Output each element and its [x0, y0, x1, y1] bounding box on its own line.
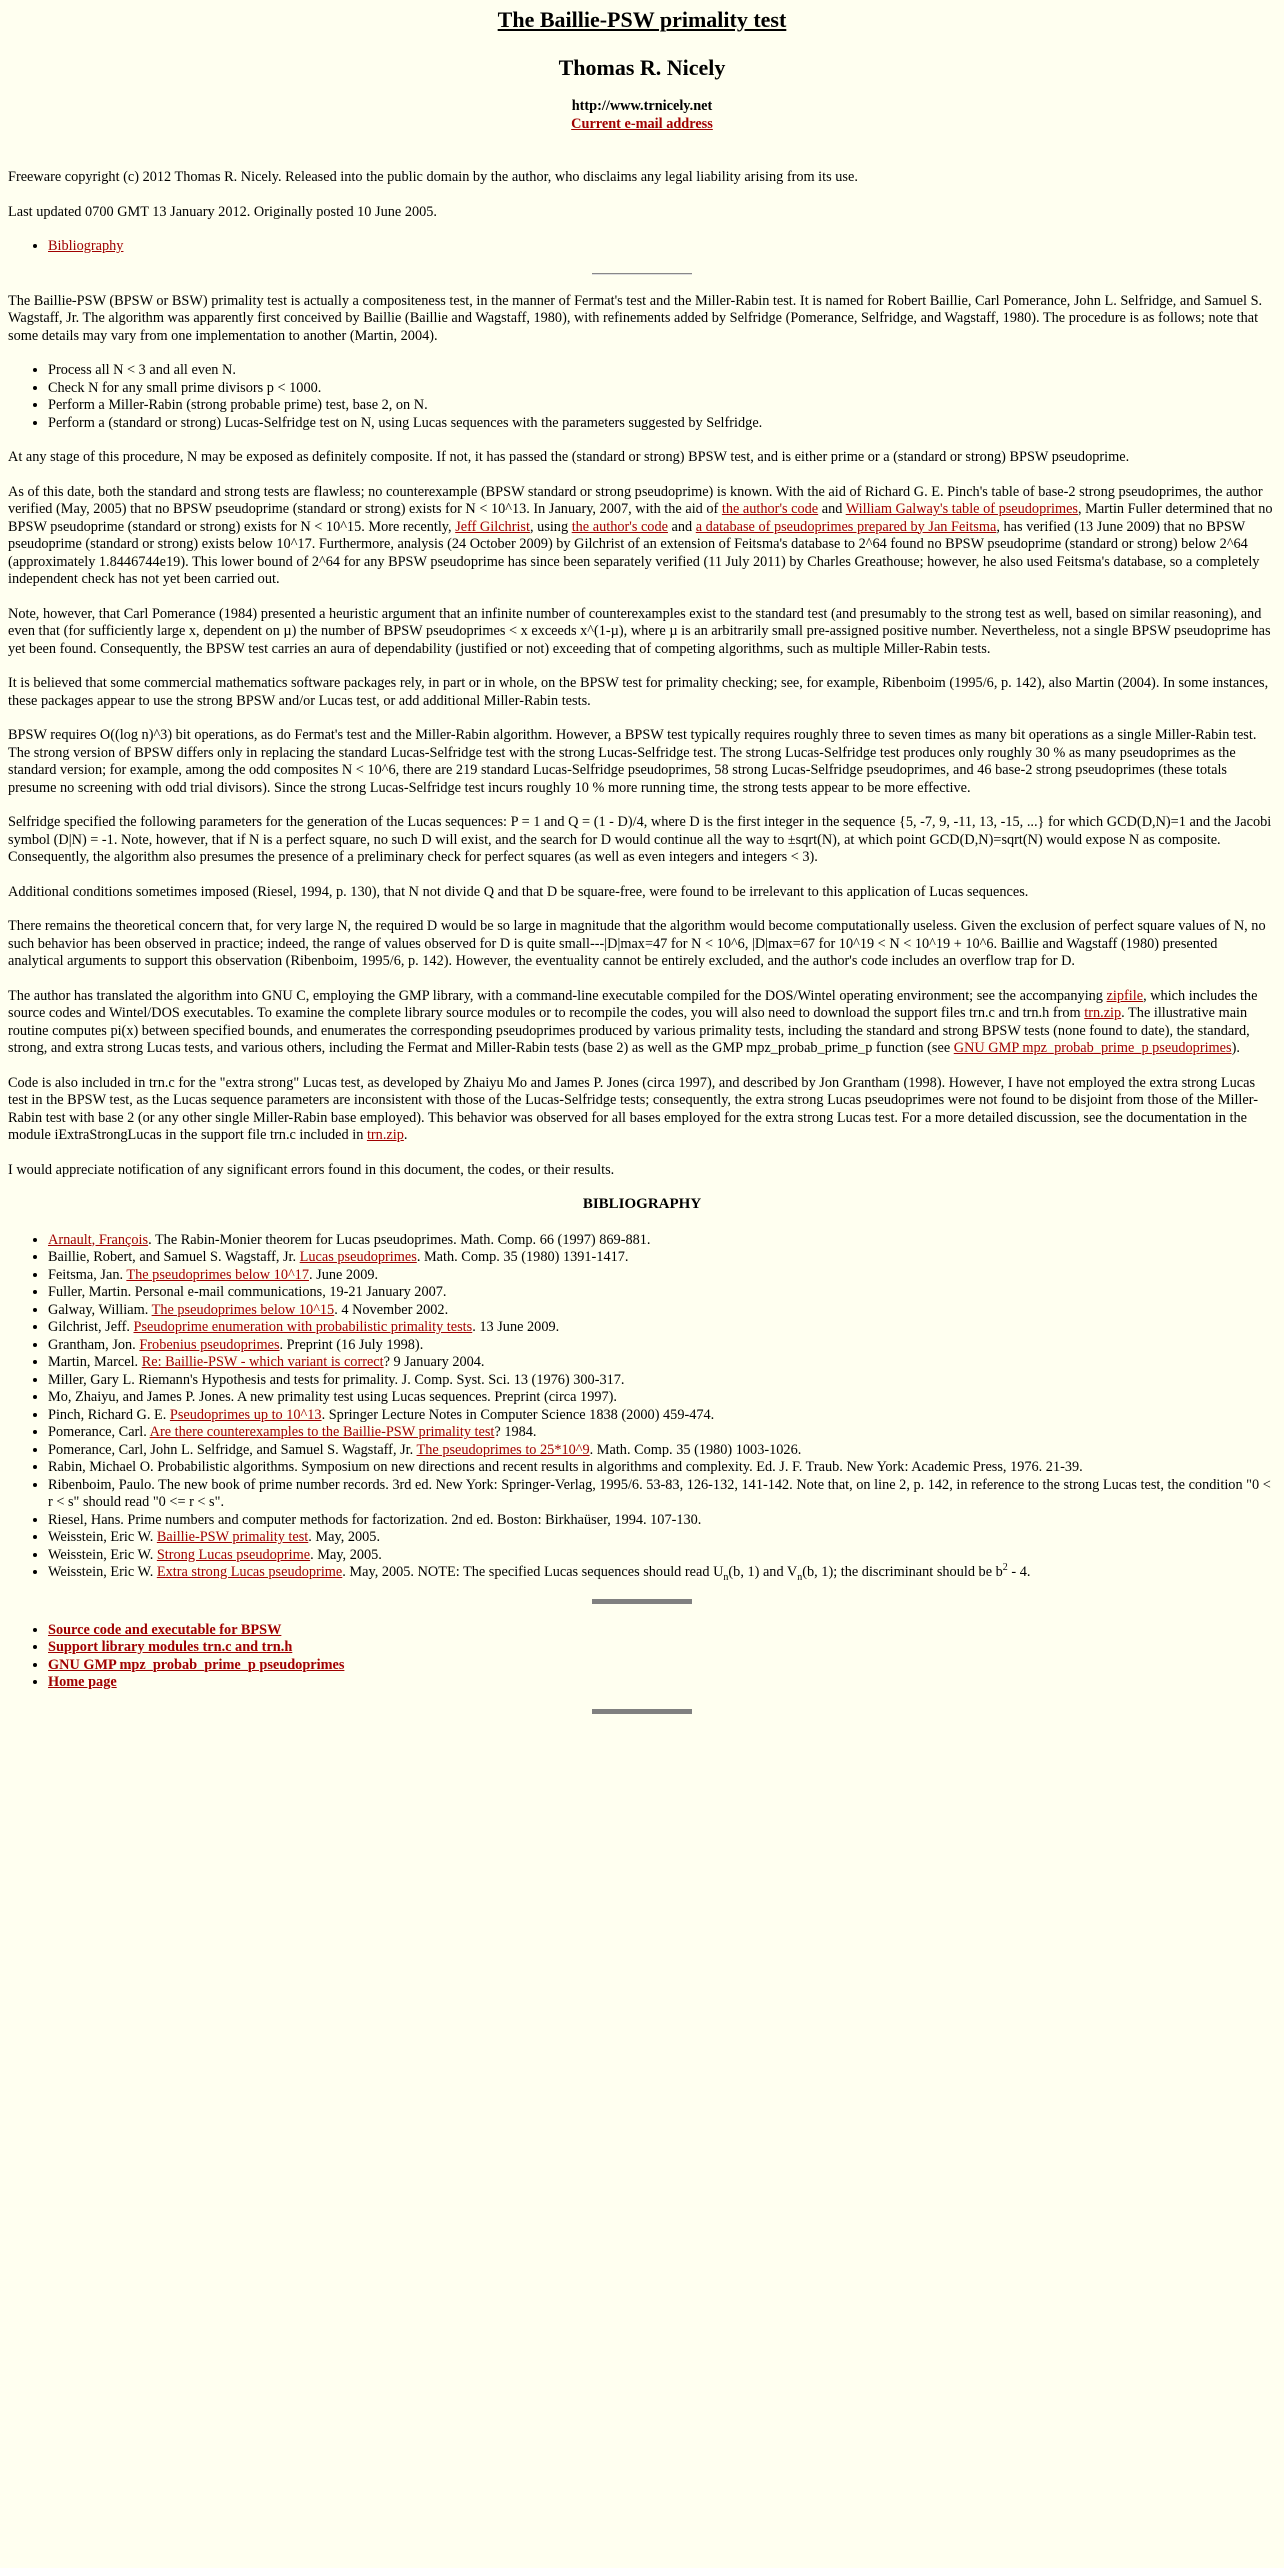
procedure-step: • Check N for any small prime divisors p < 1000. — [48, 380, 1276, 398]
bibliography-heading: BIBLIOGRAPHY — [582, 1196, 702, 1212]
bibliography-text: Grantham, Jon. — [48, 1336, 140, 1353]
text-segment: Code is also included in trn.c for the "extra strong" Lucas test, as developed by Zhaiyu Mo and James P. Jones (circa 1997), and described by Jon Grantham (1998). However, I have not employed the extra strong Lucas test in the BPSW test, as the Lucas sequence parameters are inconsistent with those of the Lucas-Selfridge tests; consequently, the extra strong Lucas pseudoprimes were not found to be disjoint from those of the Miller-Rabin test with base 2 (or any other single Miller-Rabin base employed). This behavior was observed for all bases employed for the extra strong Lucas test. For a more detailed discussion, see the documentation in the module iExtraStrongLucas in the support file trn.c included in — [8, 1074, 1258, 1143]
bibliography-text: (b, 1); the discriminant should be b — [802, 1564, 1003, 1580]
superscript: 2 — [1002, 1562, 1008, 1574]
toc-list — [8, 238, 1276, 256]
text-segment: ). — [1231, 1040, 1240, 1056]
bibliography-text: Feitsma, Jan. — [48, 1266, 127, 1283]
bibliography-text: Weisstein, Eric W. — [48, 1546, 157, 1563]
bibliography-text: Weisstein, Eric W. — [48, 1564, 157, 1580]
bibliography-link[interactable]: Baillie-PSW primality test — [156, 1529, 309, 1545]
footer-nav-item — [48, 1639, 1276, 1657]
subscript: n — [723, 1571, 729, 1583]
bibliography-text: . May, 2005. NOTE: The specified Lucas sequences should read U — [342, 1564, 724, 1580]
paragraph-extra-strong — [8, 1075, 1276, 1145]
subscript: n — [797, 1571, 803, 1583]
bibliography-text: Riesel, Hans. Prime numbers and computer methods for factorization. 2nd ed. Boston: Birkhaüser, 1994. 107-130. — [48, 1511, 702, 1528]
source-code-link[interactable]: Source code and executable for BPSW — [48, 1621, 282, 1638]
bibliography-item — [48, 1354, 1276, 1372]
procedure-steps — [8, 362, 1276, 432]
procedure-step: • Process all N < 3 and all even N. — [48, 362, 1276, 380]
bibliography-item — [48, 1232, 1276, 1250]
bibliography-text: . Springer Lecture Notes in Computer Science 1838 (2000) 459-474. — [321, 1406, 715, 1423]
bibliography-item — [48, 1302, 1276, 1320]
text-segment: , which includes the source codes and Wintel/DOS executables. To examine the complete library source modules or to recompile the codes, you will also need to download the support files trn.c and trn.h from — [8, 987, 1258, 1021]
bibliography-text: Galway, William. — [48, 1301, 152, 1318]
bibliography-item — [48, 1529, 1276, 1547]
bibliography-text: . 13 June 2009. — [472, 1319, 560, 1335]
bibliography-text: Rabin, Michael O. Probabilistic algorithms. Symposium on new directions and recent results in algorithms and complexity. Ed. J. F. Traub. New York: Academic Press, 1976. 21-39. — [48, 1459, 1083, 1475]
bibliography-text: Pomerance, Carl, John L. Selfridge, and Samuel S. Wagstaff, Jr. — [48, 1441, 417, 1458]
footer-nav-item — [48, 1657, 1276, 1675]
bibliography-text: . The Rabin-Monier theorem for Lucas pseudoprimes. Math. Comp. 66 (1997) 869-881. — [148, 1231, 651, 1248]
paragraph-selfridge-params: Selfridge specified the following parameters for the generation of the Lucas sequences: P = 1 and Q = (1 - D)/4, where D is the first integer in the sequence {5, -7, 9, -11, 13, -15, ...} for which GCD(D,N)=1 and the Jacobi symbol (D|N) = -1. Note, however, that if N is a perfect square, no such D will exist, and the search for D would continue all the way to ±sqrt(N), at which point GCD(D,N)=sqrt(N) would expose N as composite. Consequently, the algorithm also presumes the presence of a preliminary check for perfect squares (as well as even integers and integers < 3). — [8, 814, 1272, 865]
author-name: Thomas R. Nicely — [558, 55, 726, 80]
paragraph-complexity: BPSW requires O((log n)^3) bit operations, as do Fermat's test and the Miller-Rabin algorithm. However, a BPSW test typically requires roughly three to seven times as many bit operations as a single Miller-Rabin test. The strong version of BPSW differs only in replacing the standard Lucas-Selfridge test with the strong Lucas-Selfridge test. The strong Lucas-Selfridge test produces only roughly 30 % as many pseudoprimes as the standard version; for example, among the odd composites N < 10^6, there are 219 standard Lucas-Selfridge pseudoprimes, 58 strong Lucas-Selfridge pseudoprimes, and 46 base-2 strong pseudoprimes (these totals presume no screening with odd trial divisors). Since the strong Lucas-Selfridge test incurs roughly 10 % more running time, the strong tests appear to be more effective. — [8, 727, 1257, 796]
bibliography-item — [48, 1547, 1276, 1565]
bibliography-text: Miller, Gary L. Riemann's Hypothesis and tests for primality. J. Comp. Syst. Sci. 13 (1976) 300-317. — [48, 1371, 625, 1388]
divider — [592, 273, 692, 275]
text-segment: The author has translated the algorithm into GNU C, employing the GMP library, with a command-line executable compiled for the DOS/Wintel operating environment; see the accompanying — [8, 987, 1107, 1004]
paragraph-intro: The Baillie-PSW (BPSW or BSW) primality test is actually a compositeness test, in the manner of Fermat's test and the Miller-Rabin test. It is named for Robert Baillie, Carl Pomerance, John L. Selfridge, and Samuel S. Wagstaff, Jr. The algorithm was apparently first conceived by Baillie (Baillie and Wagstaff, 1980), with refinements added by Selfridge (Pomerance, Selfridge, and Wagstaff, 1980). The procedure is as follows; note that some details may vary from one implementation to another (Martin, 2004). — [8, 292, 1263, 344]
bibliography-item — [48, 1389, 1276, 1407]
paragraph-additional-conditions: Additional conditions sometimes imposed (Riesel, 1994, p. 130), that N not divide Q and that D be square-free, were found to be irrelevant to this application of Lucas sequences. — [8, 883, 1029, 900]
home-page-link[interactable]: Home page — [48, 1674, 117, 1690]
bibliography-item — [48, 1424, 1276, 1442]
bibliography-text: - 4. — [1007, 1564, 1031, 1580]
bibliography-item — [48, 1249, 1276, 1267]
bibliography-text: . May, 2005. — [308, 1529, 381, 1545]
paragraph-implementation — [8, 988, 1276, 1058]
bibliography-text: Martin, Marcel. — [48, 1354, 142, 1370]
bibliography-link[interactable]: Bibliography — [48, 238, 124, 254]
text-segment: and — [667, 518, 696, 535]
bibliography-link[interactable]: Strong Lucas pseudoprime — [156, 1546, 311, 1563]
support-library-link[interactable]: Support library modules trn.c and trn.h — [48, 1639, 293, 1655]
bibliography-text: (b, 1) and V — [728, 1564, 798, 1580]
bibliography-text: Weisstein, Eric W. — [48, 1529, 157, 1545]
text-segment: , Martin Fuller determined that no BPSW pseudoprime (standard or strong) exists for N < 10^15. More recently, — [8, 501, 1273, 535]
bibliography-text: Ribenboim, Paulo. The new book of prime number records. 3rd ed. New York: Springer-Verlag, 1995/6. 53-83, 126-132, 141-142. Note that, on line 2, p. 142, in reference to the strong Lucas test, the condition "0 < r < s" should read "0 <= r < s". — [48, 1476, 1271, 1510]
procedure-step: • Perform a (standard or strong) Lucas-Selfridge test on N, using Lucas sequences with the parameters suggested by Selfridge. — [48, 415, 1276, 433]
bibliography-item — [48, 1267, 1276, 1285]
text-segment: . The illustrative main routine computes pi(x) between specified bounds, and enumerates the corresponding pseudoprimes produced by various primality tests, including the standard and strong BPSW tests (none found to date), the standard, strong, and extra strong Lucas tests, and various others, including the Fermat and Miller-Rabin tests (base 2) as well as the GMP mpz_probab_prime_p function (see — [8, 1005, 1250, 1056]
paragraph-errata-request: I would appreciate notification of any significant errors found in this document, the codes, or their results. — [8, 1161, 615, 1178]
footer-nav-item — [48, 1622, 1276, 1640]
bibliography-link[interactable]: Extra strong Lucas pseudoprime — [156, 1564, 343, 1580]
bibliography-link[interactable]: Pseudoprime enumeration with probabilistic primality tests — [133, 1319, 473, 1335]
galway-table-link[interactable]: William Galway's table of pseudoprimes — [845, 501, 1078, 517]
website-url: http://www.trnicely.net — [571, 98, 713, 114]
bibliography-link[interactable]: The pseudoprimes to 25*10^9 — [416, 1441, 590, 1458]
bibliography-link[interactable]: Arnault, François — [48, 1231, 149, 1248]
bibliography-link[interactable]: Pseudoprimes up to 10^13 — [169, 1406, 322, 1423]
divider — [592, 1599, 692, 1604]
bibliography-link[interactable]: Re: Baillie-PSW - which variant is correct — [141, 1354, 384, 1370]
bibliography-text: . Math. Comp. 35 (1980) 1003-1026. — [589, 1441, 802, 1458]
divider — [592, 1709, 692, 1714]
bibliography-text: Fuller, Martin. Personal e-mail communications, 19-21 January 2007. — [48, 1284, 447, 1300]
bibliography-item — [48, 1337, 1276, 1355]
gmp-pseudoprimes-nav-link[interactable]: GNU GMP mpz_probab_prime_p pseudoprimes — [48, 1656, 345, 1673]
paragraph-stages: At any stage of this procedure, N may be exposed as definitely composite. If not, it has passed the (standard or strong) BPSW test, and is either prime or a (standard or strong) BPSW pseudoprime. — [8, 449, 1130, 465]
footer-nav-item — [48, 1674, 1276, 1692]
bibliography-link[interactable]: The pseudoprimes below 10^17 — [126, 1266, 309, 1283]
bibliography-link[interactable]: The pseudoprimes below 10^15 — [151, 1301, 335, 1318]
footer-nav — [8, 1622, 1276, 1692]
bibliography-text: . June 2009. — [308, 1266, 379, 1283]
bibliography-item — [48, 1407, 1276, 1425]
bibliography-item — [48, 1477, 1276, 1512]
bibliography-link[interactable]: Lucas pseudoprimes — [299, 1249, 417, 1265]
bibliography-link[interactable]: Frobenius pseudoprimes — [139, 1336, 280, 1353]
paragraph-theoretical-concern: There remains the theoretical concern that, for very large N, the required D would be so large in magnitude that the algorithm would become computationally useless. Given the exclusion of perfect square values of N, no such behavior has been observed in practice; indeed, the range of values observed for D is quite small---|D|max=47 for N < 10^6, |D|max=67 for 10^19 < N < 10^19 + 10^6. Baillie and Wagstaff (1980) presented analytical arguments to support this observation (Ribenboim, 1995/6, p. 142). However, the eventuality cannot be entirely excluded, and the author's code includes an overflow trap for D. — [8, 918, 1266, 969]
page-title: The Baillie-PSW primality test — [497, 7, 787, 32]
bibliography-item — [48, 1512, 1276, 1530]
text-segment: and — [818, 501, 846, 517]
bibliography-text: . May, 2005. — [310, 1546, 382, 1563]
last-updated-text: Last updated 0700 GMT 13 January 2012. Originally posted 10 June 2005. — [8, 203, 437, 220]
bibliography-text: Pinch, Richard G. E. — [48, 1406, 170, 1423]
text-segment: , has verified (13 June 2009) that no BPSW pseudoprime (standard or strong) exists below 10^17. Furthermore, analysis (24 October 2009) by Gilchrist of an extension of Feitsma's database to 2^64 found no BPSW pseudoprime (standard or strong) below 2^64 (approximately 1.8446744e19). This lower bound of 2^64 for any BPSW pseudoprime has since been separately verified (11 July 2011) by Charles Greathouse; however, he also used Feitsma's database, so a completely independent check has not yet been carried out. — [8, 518, 1260, 587]
bibliography-text: ? 1984. — [494, 1424, 537, 1440]
bibliography-text: Mo, Zhaiyu, and James P. Jones. A new primality test using Lucas sequences. Preprint (circa 1997). — [48, 1389, 617, 1405]
bibliography-text: . Preprint (16 July 1998). — [279, 1336, 424, 1353]
bibliography-item — [48, 1284, 1276, 1302]
bibliography-item — [48, 1319, 1276, 1337]
paragraph-commercial: It is believed that some commercial mathematics software packages rely, in part or in whole, on the BPSW test for primality checking; see, for example, Ribenboim (1995/6, p. 142), also Martin (2004). In some instances, these packages appear to use the strong BPSW and/or Lucas test, or add additional Miller-Rabin tests. — [8, 675, 1269, 709]
paragraph-pomerance: Note, however, that Carl Pomerance (1984) presented a heuristic argument that an infinite number of counterexamples exist to the standard test (and presumably to the strong test as well, based on similar reasoning), and even that (for sufficiently large x, dependent on µ) the number of BPSW pseudoprimes < x exceeds x^(1-µ), where µ is an arbitrarily small pre-assigned positive number. Nevertheless, not a single BPSW pseudoprime has yet been found. Consequently, the BPSW test carries an aura of dependability (justified or not) exceeding that of competing algorithms, such as multiple Miller-Rabin tests. — [8, 605, 1271, 657]
bibliography-item — [48, 1442, 1276, 1460]
toc-item — [48, 238, 1276, 256]
text-segment: . — [403, 1127, 408, 1143]
bibliography-text: ? 9 January 2004. — [383, 1354, 485, 1370]
gmp-pseudoprimes-link[interactable]: GNU GMP mpz_probab_prime_p pseudoprimes — [953, 1040, 1232, 1056]
bibliography-text: Gilchrist, Jeff. — [48, 1319, 134, 1335]
feitsma-database-link[interactable]: a database of pseudoprimes prepared by Jan Feitsma — [695, 518, 997, 535]
bibliography-item — [48, 1564, 1276, 1582]
bibliography-list — [8, 1232, 1276, 1582]
copyright-text: Freeware copyright (c) 2012 Thomas R. Nicely. Released into the public domain by the author, who disclaims any legal liability arising from its use. — [8, 169, 858, 185]
trn-zip-link-2[interactable]: trn.zip — [366, 1127, 404, 1143]
authors-code-link[interactable]: the author's code — [721, 501, 819, 517]
zipfile-link[interactable]: zipfile — [1106, 987, 1144, 1004]
email-link[interactable]: Current e-mail address — [571, 115, 713, 132]
bibliography-link[interactable]: Are there counterexamples to the Baillie-PSW primality test — [149, 1424, 495, 1440]
bibliography-text: . Math. Comp. 35 (1980) 1391-1417. — [416, 1249, 629, 1265]
bibliography-text: Baillie, Robert, and Samuel S. Wagstaff, Jr. — [48, 1249, 300, 1265]
text-segment: , using — [529, 518, 572, 535]
bibliography-item — [48, 1372, 1276, 1390]
bibliography-text: . 4 November 2002. — [334, 1301, 449, 1318]
jeff-gilchrist-link[interactable]: Jeff Gilchrist — [455, 518, 530, 535]
paragraph-verification — [8, 484, 1276, 589]
bibliography-item — [48, 1459, 1276, 1477]
procedure-step: • Perform a Miller-Rabin (strong probable prime) test, base 2, on N. — [48, 397, 1276, 415]
authors-code-link-2[interactable]: the author's code — [571, 518, 668, 535]
bibliography-text: Pomerance, Carl. — [48, 1424, 150, 1440]
trn-zip-link[interactable]: trn.zip — [1084, 1005, 1122, 1021]
text-segment: As of this date, both the standard and strong tests are flawless; no counterexample (BPSW standard or strong pseudoprime) is known. With the aid of Richard G. E. Pinch's table of base-2 strong pseudoprimes, the author verified (May, 2005) that no BPSW pseudoprime (standard or strong) exists for N < 10^13. In January, 2007, with the aid of — [8, 483, 1263, 517]
